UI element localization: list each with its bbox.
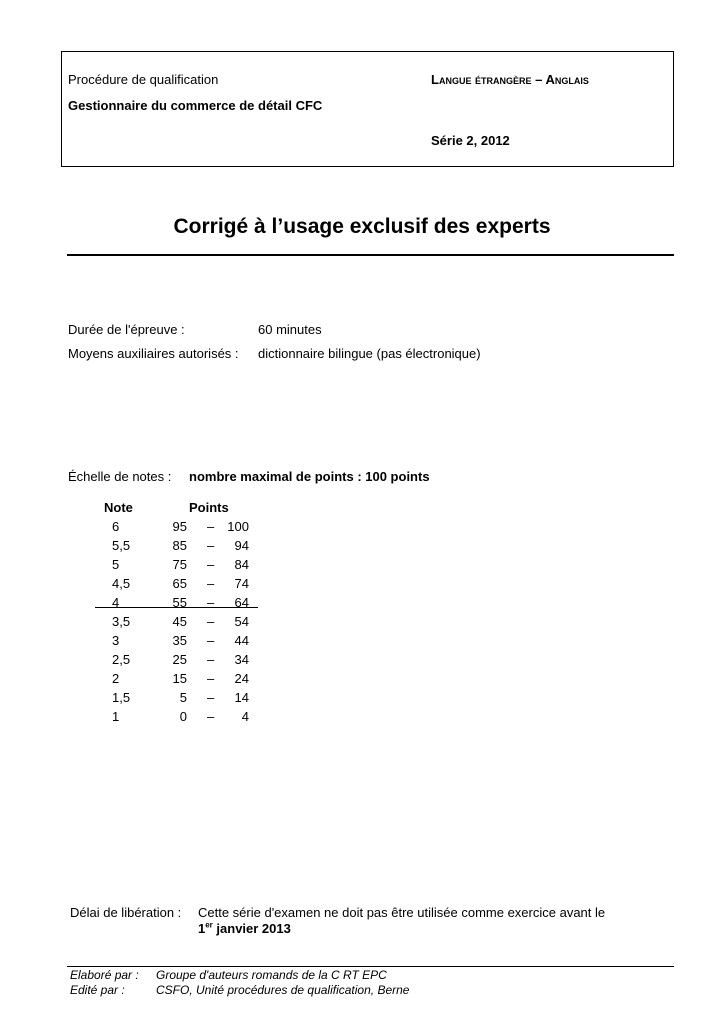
scale-value: nombre maximal de points : 100 points — [189, 469, 430, 484]
points-dash: – — [207, 690, 215, 705]
grade-note: 2 — [112, 671, 120, 686]
points-dash: – — [207, 614, 215, 629]
grade-row — [95, 633, 259, 652]
pass-threshold-line — [95, 607, 258, 608]
grade-row — [95, 538, 259, 557]
profession-label: Gestionnaire du commerce de détail CFC — [68, 98, 323, 113]
points-to: 94 — [234, 538, 249, 553]
points-to: 84 — [234, 557, 249, 572]
grade-row — [95, 652, 259, 671]
grade-row — [95, 671, 259, 690]
grade-row — [95, 519, 259, 538]
release-text: Cette série d'examen ne doit pas être utilisée comme exercice avant le — [198, 905, 606, 920]
points-dash: – — [207, 576, 215, 591]
grade-row — [95, 595, 259, 614]
points-to: 74 — [234, 576, 249, 591]
grade-note: 6 — [112, 519, 120, 534]
grade-row — [95, 576, 259, 595]
points-from: 25 — [172, 652, 187, 667]
points-dash: – — [207, 652, 215, 667]
grade-row — [95, 557, 259, 576]
points-from: 95 — [172, 519, 187, 534]
duration-label: Durée de l'épreuve : — [68, 322, 185, 337]
points-to: 100 — [227, 519, 249, 534]
points-from: 0 — [179, 709, 187, 724]
grade-note: 4 — [112, 595, 120, 610]
grade-rows — [95, 519, 259, 728]
scale-label: Échelle de notes : — [68, 469, 172, 484]
points-from: 75 — [172, 557, 187, 572]
points-from: 35 — [172, 633, 187, 648]
note-column-header: Note — [104, 500, 133, 515]
footer-author-value: Groupe d'auteurs romands de la C RT EPC — [156, 968, 387, 982]
points-to: 64 — [234, 595, 249, 610]
procedure-label: Procédure de qualification — [68, 72, 219, 87]
points-from: 15 — [172, 671, 187, 686]
points-column-header: Points — [189, 500, 229, 515]
points-dash: – — [207, 671, 215, 686]
aids-value: dictionnaire bilingue (pas électronique) — [258, 346, 481, 361]
points-dash: – — [207, 709, 215, 724]
grade-note: 3,5 — [112, 614, 131, 629]
subject-label: Langue étrangère – Anglais — [431, 72, 589, 87]
points-to: 14 — [234, 690, 249, 705]
grade-row — [95, 709, 259, 728]
points-to: 44 — [234, 633, 249, 648]
release-label: Délai de libération : — [70, 905, 182, 920]
duration-value: 60 minutes — [258, 322, 322, 337]
grade-row — [95, 690, 259, 709]
grade-note: 3 — [112, 633, 120, 648]
footer-author-label: Elaboré par : — [70, 968, 139, 982]
release-date — [198, 921, 291, 937]
points-to: 4 — [241, 709, 249, 724]
series-label: Série 2, 2012 — [431, 133, 510, 148]
release-date-rest: janvier 2013 — [212, 921, 291, 936]
points-to: 24 — [234, 671, 249, 686]
page-title: Corrigé à l’usage exclusif des experts — [173, 215, 551, 238]
title-rule — [67, 254, 674, 256]
points-dash: – — [207, 595, 215, 610]
grade-note: 2,5 — [112, 652, 131, 667]
points-to: 34 — [234, 652, 249, 667]
points-from: 5 — [179, 690, 187, 705]
footer-rule — [67, 966, 674, 967]
points-dash: – — [207, 538, 215, 553]
points-from: 45 — [172, 614, 187, 629]
points-from: 55 — [172, 595, 187, 610]
grade-note: 4,5 — [112, 576, 131, 591]
points-dash: – — [207, 633, 215, 648]
grade-row — [95, 614, 259, 633]
release-date-day: 1 — [198, 921, 206, 936]
points-from: 65 — [172, 576, 187, 591]
points-dash: – — [207, 519, 215, 534]
footer-publisher-label: Edité par : — [70, 983, 125, 997]
points-to: 54 — [234, 614, 249, 629]
grade-note: 1 — [112, 709, 120, 724]
aids-label: Moyens auxiliaires autorisés : — [68, 346, 239, 361]
grade-table-header — [95, 500, 259, 519]
points-dash: – — [207, 557, 215, 572]
footer-publisher-value: CSFO, Unité procédures de qualification, Berne — [156, 983, 410, 997]
grade-note: 5,5 — [112, 538, 131, 553]
points-from: 85 — [172, 538, 187, 553]
grade-note: 5 — [112, 557, 120, 572]
release-date-suffix: er — [205, 920, 213, 930]
grade-table — [95, 500, 259, 728]
grade-note: 1,5 — [112, 690, 131, 705]
